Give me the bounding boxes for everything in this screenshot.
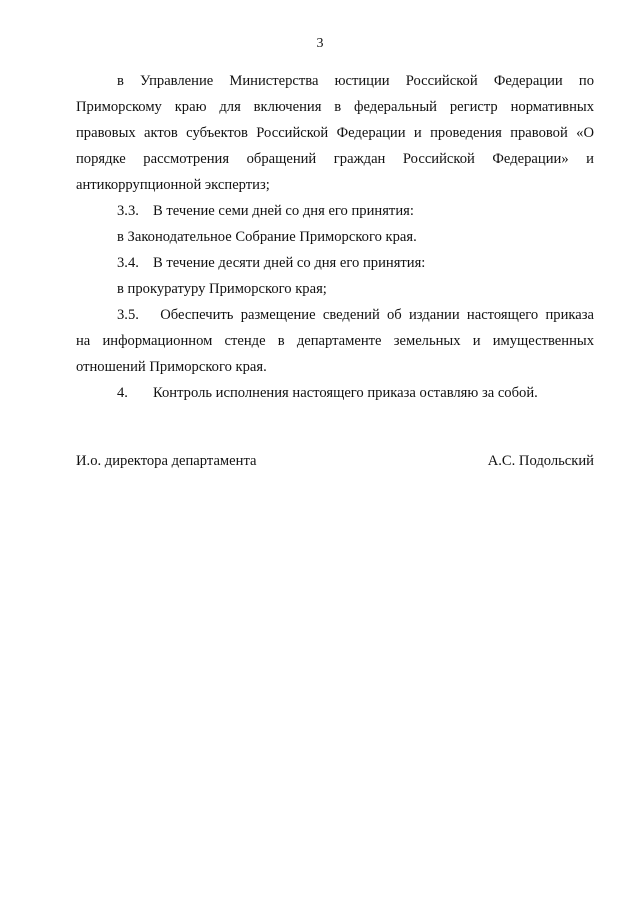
- clause-4: [76, 380, 594, 406]
- paragraph-line: правовых актов субъектов Российской Федерации и проведения правовой «О: [76, 125, 594, 141]
- paragraph-line: на информационном стенде в департаменте земельных и имущественных: [76, 333, 594, 349]
- document-body: [76, 68, 594, 406]
- page-number: 3: [316, 36, 324, 51]
- signatory-name: А.С. Подольский: [487, 453, 594, 469]
- clause-number: 4.: [117, 385, 128, 401]
- signatory-title: И.о. директора департамента: [76, 453, 257, 469]
- clause-3-4-line: в прокуратуру Приморского края;: [117, 281, 327, 297]
- paragraph-line: в Управление Министерства юстиции Российской Федерации по: [117, 73, 594, 89]
- signature-block: [76, 451, 594, 471]
- paragraph-line: порядке рассмотрения обращений граждан Российской Федерации» и: [76, 151, 594, 167]
- clause-text: Контроль исполнения настоящего приказа оставляю за собой.: [153, 385, 538, 401]
- clause-text: Обеспечить размещение сведений об издании настоящего приказа: [160, 307, 594, 323]
- clause-number: 3.3.: [117, 203, 139, 219]
- clause-3-5: [76, 302, 594, 328]
- clause-number: 3.5.: [117, 307, 139, 323]
- clause-3-3: [76, 198, 594, 224]
- paragraph-line: антикоррупционной экспертиз;: [76, 177, 270, 193]
- clause-number: 3.4.: [117, 255, 139, 271]
- clause-3-4: [76, 250, 594, 276]
- clause-3-3-line: в Законодательное Собрание Приморского края.: [117, 229, 417, 245]
- clause-text: В течение семи дней со дня его принятия:: [153, 203, 414, 219]
- paragraph-line: Приморскому краю для включения в федеральный регистр нормативных: [76, 99, 594, 115]
- paragraph-line: отношений Приморского края.: [76, 359, 267, 375]
- clause-text: В течение десяти дней со дня его принятия:: [153, 255, 426, 271]
